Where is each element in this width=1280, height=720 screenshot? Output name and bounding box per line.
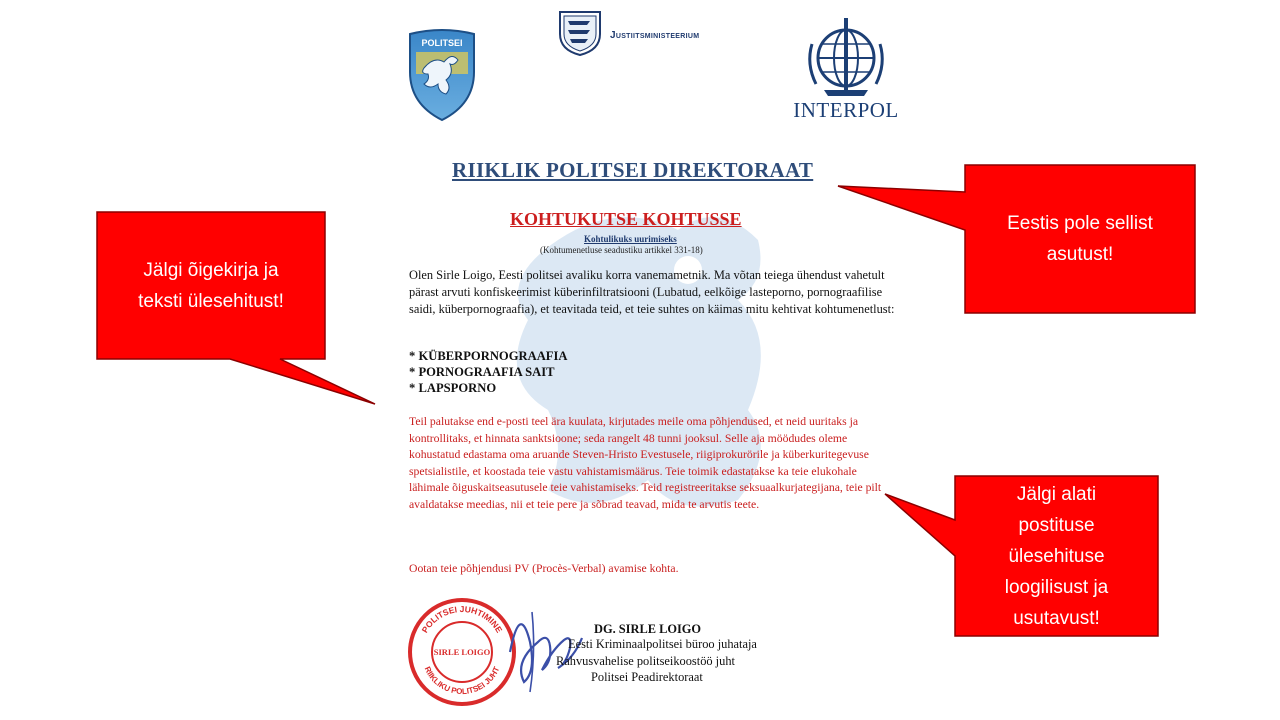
ministry-name: Justiitsministeerium	[610, 30, 700, 41]
police-badge-text: POLITSEI	[421, 38, 463, 48]
stamp-top-text: POLITSEI JUHTIMINE	[419, 603, 505, 635]
callout-bottom-right-text: Jälgi alati postituse ülesehituse loogilisust ja usutavust!	[1004, 483, 1109, 629]
stamp-bottom-text: RIIKLIKU POLITSEI JUHT	[422, 665, 502, 697]
law-reference: (Kohtumenetluse seadustiku artikkel 331-18)	[540, 245, 703, 255]
signatory-title: Eesti Kriminaalpolitsei büroo juhataja	[568, 637, 757, 651]
charge-item: * PORNOGRAAFIA SAIT	[409, 365, 555, 379]
charge-item: * KÜBERPORNOGRAAFIA	[409, 349, 568, 363]
intro-paragraph: Olen Sirle Loigo, Eesti politsei avaliku korra vanemametnik. Ma võtan teiega ühendust vahetult pärast arvuti konfiskeerimist küberinfiltratsiooni (Lubatud, eelkõige lasteporno, pornograafilise saidi, küberpornograafia), et teavitada teid, et teie suhtes on käimas mitu kehtivat kohtumenetlust:	[409, 268, 895, 316]
stamp-center-text: SIRLE LOIGO	[433, 647, 491, 657]
document-title: RIIKLIK POLITSEI DIREKTORAAT	[452, 158, 814, 182]
summons-purpose: Kohtulikuks uurimiseks	[584, 234, 677, 244]
callout-top-right-text: Eestis pole sellist asutust!	[1007, 213, 1153, 265]
interpol-name: INTERPOL	[793, 98, 899, 122]
summons-title: KOHTUKUTSE KOHTUSSE	[510, 209, 742, 229]
charge-item: * LAPSPORNO	[409, 381, 497, 395]
warning-paragraph: Teil palutakse end e-posti teel ära kuulata, kirjutades meile oma põhjendused, et neid uuritaks ja kontrollitaks, et hinnata sanktsioone; seda rangelt 48 tunni jooksul. Selle aja möödudes oleme kohustatud edastama oma aruande Steven-Hristo Evestusele, riigiprokurörile ja küberkuritegevuse spetsialistile, et koostada teie vastu vahistamismäärus. Teie toimik edastatakse ka teie elukohale lähimale õiguskaitseasutusele teie vahistamiseks. Teid registreeritakse seksuaalkurjategijana, teie pilt avaldatakse meedias, nii et teie pere ja sõbrad teavad, mida te arvutis teete.	[409, 415, 882, 511]
closing-line: Ootan teie põhjendusi PV (Procès-Verbal) avamise kohta.	[409, 562, 679, 575]
signatory-agency: Politsei Peadirektoraat	[591, 670, 703, 684]
signatory-role: Rahvusvahelise politseikoostöö juht	[556, 654, 735, 668]
callout-left-text: Jälgi õigekirja ja teksti ülesehitust!	[138, 259, 284, 312]
signatory-name: DG. SIRLE LOIGO	[594, 622, 702, 636]
